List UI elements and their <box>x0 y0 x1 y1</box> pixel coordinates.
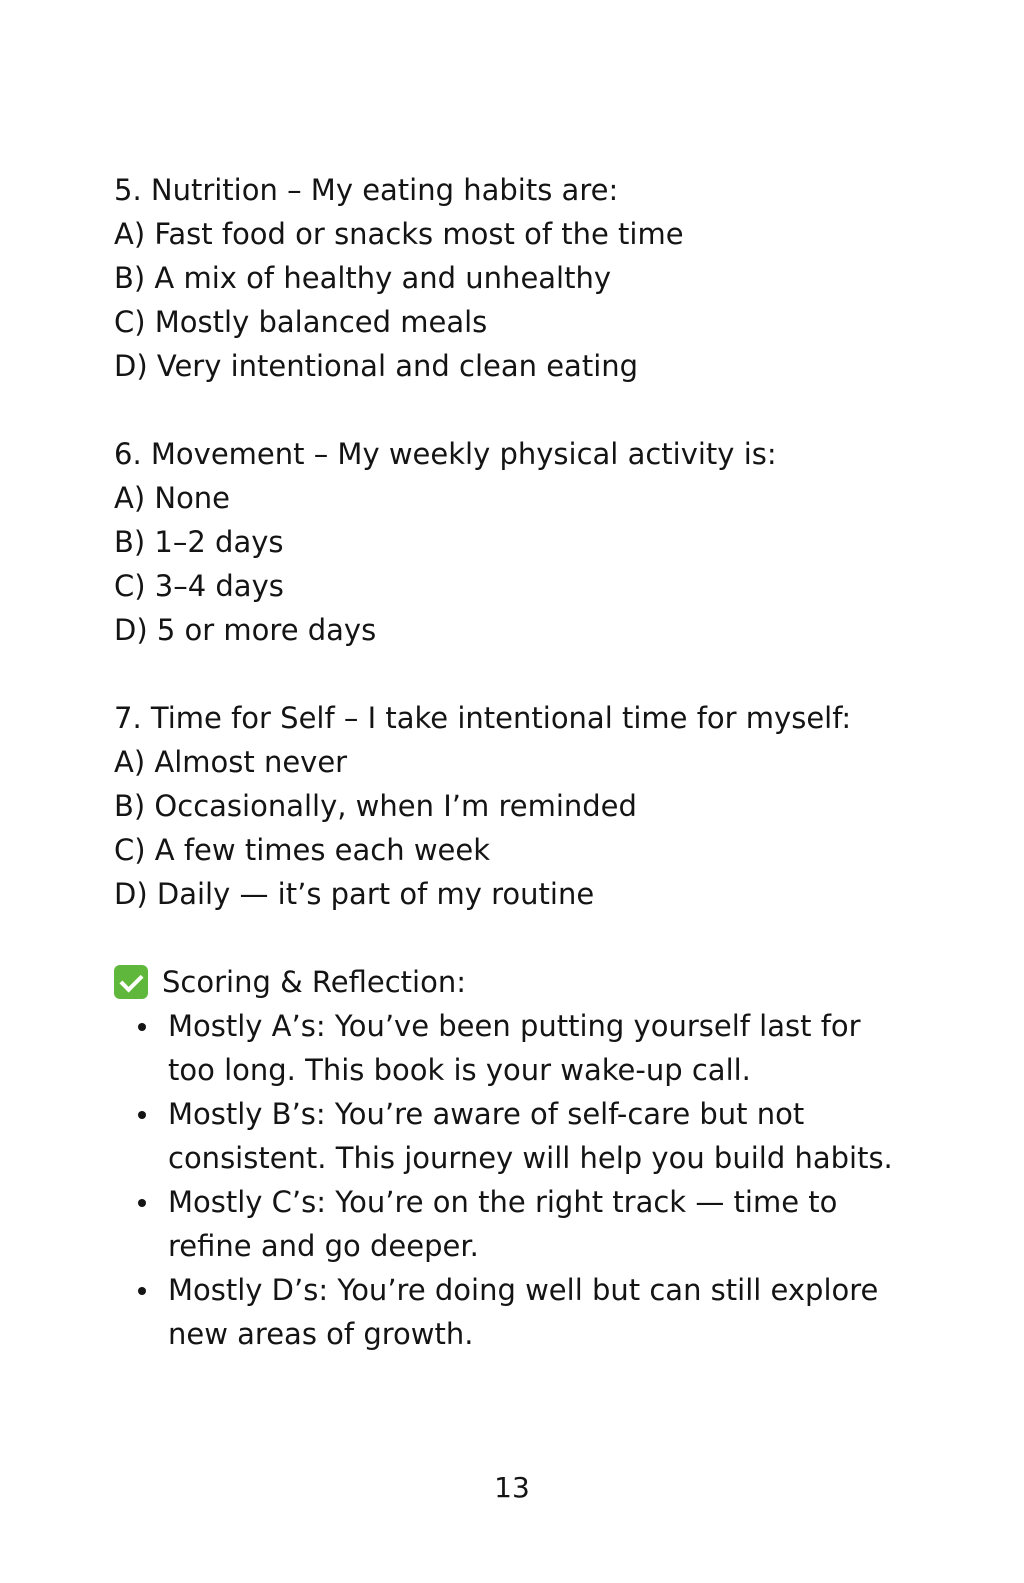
answer-option: D) Daily — it’s part of my routine <box>114 877 595 911</box>
page-number: 13 <box>494 1471 530 1504</box>
scoring-item: Mostly A’s: You’ve been putting yourself last for too long. This book is your wake-up call. <box>114 1004 914 1092</box>
answer-option: D) 5 or more days <box>114 613 377 647</box>
answer-option: A) Almost never <box>114 745 348 779</box>
answer-option: C) Mostly balanced meals <box>114 305 488 339</box>
answer-option: C) 3–4 days <box>114 569 284 603</box>
answer-option: B) 1–2 days <box>114 525 284 559</box>
question-title: 6. Movement – My weekly physical activity is: <box>114 437 777 471</box>
page-content <box>114 168 914 1356</box>
scoring-section <box>114 960 914 1356</box>
answer-option: A) Fast food or snacks most of the time <box>114 217 684 251</box>
scoring-item: Mostly C’s: You’re on the right track — time to refine and go deeper. <box>114 1180 914 1268</box>
scoring-heading <box>114 960 914 1004</box>
answer-option: A) None <box>114 481 231 515</box>
question-title: 7. Time for Self – I take intentional time for myself: <box>114 701 852 735</box>
question-title: 5. Nutrition – My eating habits are: <box>114 173 619 207</box>
answer-option: D) Very intentional and clean eating <box>114 349 639 383</box>
answer-option: B) Occasionally, when I’m reminded <box>114 789 637 823</box>
answer-option: B) A mix of healthy and unhealthy <box>114 261 612 295</box>
question-section-movement <box>114 432 914 652</box>
question-section-nutrition <box>114 168 914 388</box>
scoring-title: Scoring & Reflection: <box>162 965 466 999</box>
scoring-item: Mostly B’s: You’re aware of self-care but not consistent. This journey will help you build habits. <box>114 1092 914 1180</box>
question-section-time-for-self <box>114 696 914 916</box>
answer-option: C) A few times each week <box>114 833 491 867</box>
scoring-list <box>114 1004 914 1356</box>
check-mark-icon <box>114 965 148 999</box>
scoring-item: Mostly D’s: You’re doing well but can still explore new areas of growth. <box>114 1268 914 1356</box>
